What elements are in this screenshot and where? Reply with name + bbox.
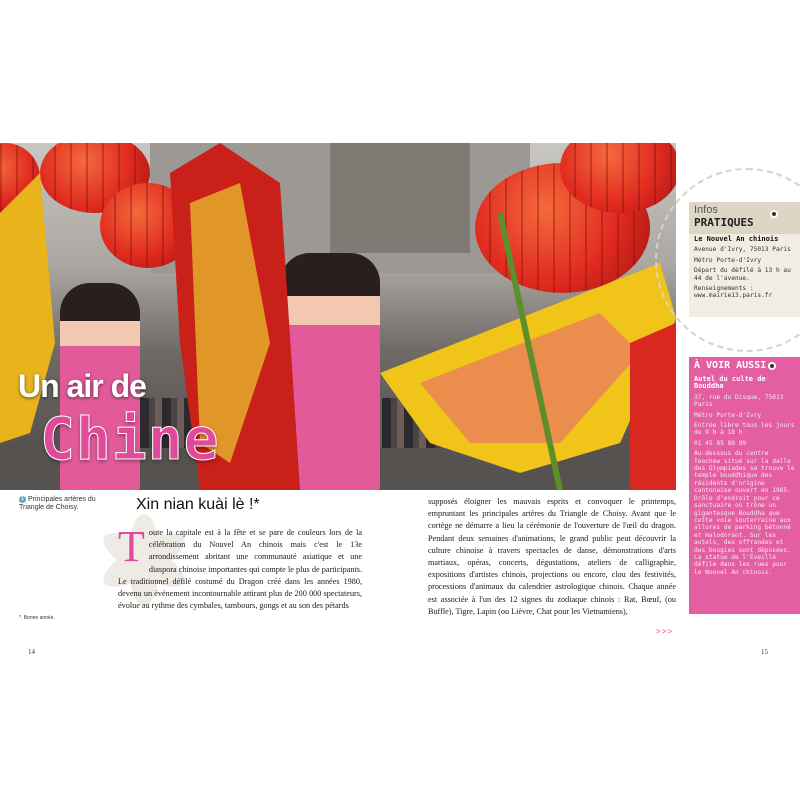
infos-header — [689, 202, 800, 234]
bullet-icon — [768, 362, 776, 370]
parade-photo — [0, 143, 676, 490]
column-1-text: oute la capitale est à la fête et se pare de couleurs lors de la célébration du Nouvel An chinois mais c'est le 13e arrondissement abritant une communauté asiatique et une diaspora chinoise importantes qui compte le plus de participants. Le traditionnel défilé costumé du Dragon créé dans les années 1980, devenu un événement incontournable attirant plus de 200 000 spectateurs, évolue au rythme des cymbales, tambours, gongs et au son des pétards — [118, 528, 362, 611]
infos-url[interactable]: www.mairie13.paris.fr — [694, 292, 773, 300]
avoir-phone: 01 45 85 80 99 — [694, 439, 747, 447]
infos-place: Le Nouvel An chinois — [694, 235, 779, 243]
infos-title: PRATIQUES — [694, 216, 754, 229]
avoir-description: Au-dessous du centre Teochew situé sur la dalle des Olympiades se trouve le temple bouddhique des résidents d'origine cantonaise ouvert en 1985. Drôle d'endroit pour ce sanctuaire où trône un gigantesque Bouddha que cette voie souterraine aux allures de parking bétonné et malodorant. Sur les autels, des offrandes et des bougies sont déposées. La statue de l'Éveillé défile dans les rues pour le Nouvel An chinois. — [694, 450, 795, 576]
avoir-address: 37, rue du Disque, 75013 Paris — [694, 393, 784, 409]
footnote: *. Bonne année. — [19, 615, 55, 621]
page-number-left: 14 — [28, 648, 35, 656]
avoir-place: Autel du culte de Bouddha — [694, 375, 766, 391]
article-column-1 — [118, 522, 362, 612]
continue-arrow: >>> — [656, 627, 674, 636]
title-line-2: Chine — [40, 405, 220, 473]
bullet-icon — [770, 210, 778, 218]
page-number-right: 15 — [761, 648, 768, 656]
avoir-title: À VOIR AUSSI — [694, 360, 767, 371]
article-heading: Xin nian kuài lè !* — [136, 496, 260, 513]
infos-info-label: Renseignements : — [694, 285, 754, 293]
infos-address: Avenue d'Ivry, 75013 Paris — [694, 246, 791, 254]
caption-number: 1 — [20, 496, 25, 502]
avoir-body — [689, 374, 800, 581]
infos-metro: Métro Porte-d'Ivry — [694, 256, 762, 264]
article-column-2: supposés éloigner les mauvais esprits et convoquer le printemps, empruntant les principales artères du Triangle de Choisy. Avant que le cortège ne démarre a lieu la cérémonie de l'ouverture de l'œil du dragon. Pendant deux semaines d'animations, le grand public peut découvrir la culture chinoise à travers spectacles de danse, démonstrations d'arts martiaux, opéras, concerts, dégustations, ateliers de calligraphie, expositions d'artistes chinois, projections ou encore, clou des festivités, processions d'animaux du calendrier astrologique chinois. Chaque année est associée à l'un des 12 signes du zodiaque chinois : Rat, Bœuf, (ou Buffle), Tigre, Lapin (ou Lièvre, Chat pour les Vietnamiens), — [428, 497, 676, 616]
infos-kicker: Infos — [694, 204, 718, 216]
avoir-header — [689, 357, 800, 374]
drop-cap: T — [118, 522, 145, 571]
title-line-1: Un air de — [18, 368, 146, 404]
infos-pratiques-box — [689, 202, 800, 317]
avoir-entry: Entrée libre tous les jours de 9 h à 18 h — [694, 422, 795, 437]
caption-text: Principales artères du Triangle de Choisy. — [19, 496, 96, 511]
infos-depart: Départ du défilé à 13 h au 44 de l'avenue. — [694, 267, 791, 282]
infos-body — [689, 234, 800, 305]
avoir-metro: Métro Porte-d'Ivry — [694, 411, 762, 419]
a-voir-aussi-box — [689, 357, 800, 614]
